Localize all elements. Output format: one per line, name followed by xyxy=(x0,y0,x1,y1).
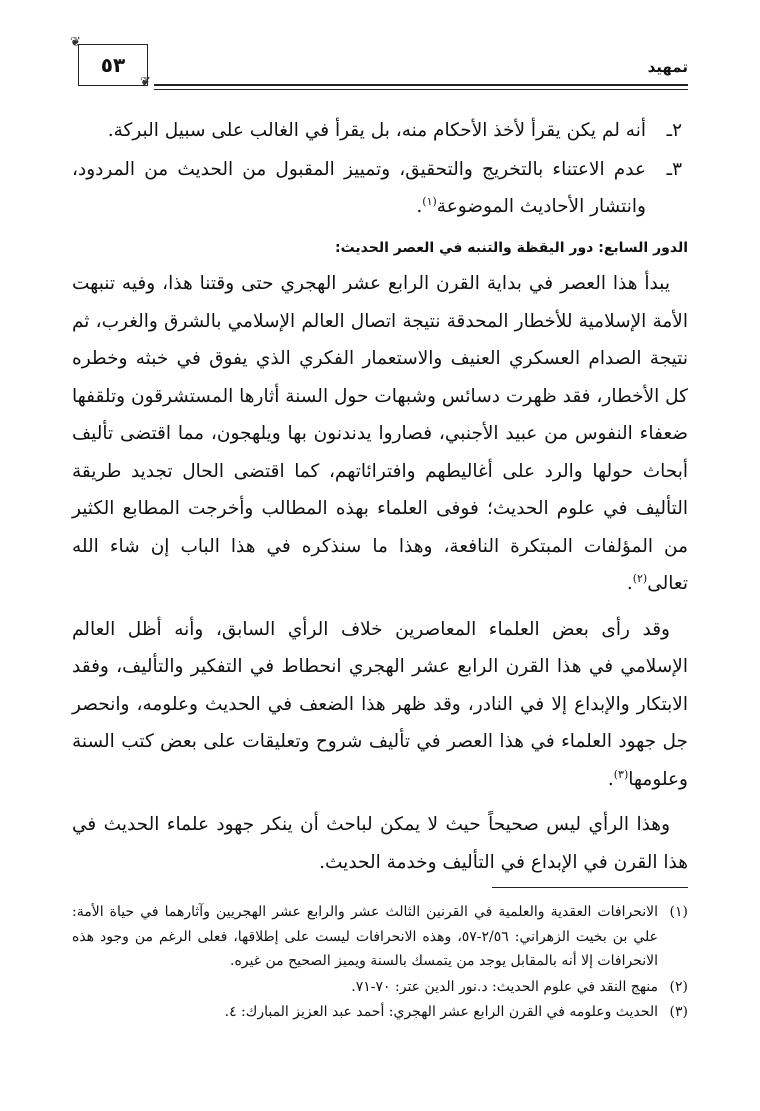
page-number xyxy=(78,44,148,86)
footnote-ref[interactable]: (٣) xyxy=(613,767,629,781)
footnote-number: (١) xyxy=(669,904,688,920)
paragraph xyxy=(72,611,688,799)
footnotes xyxy=(72,900,688,1026)
paragraph-body: يبدأ هذا العصر في بداية القرن الرابع عشر الهجري حتى وقتنا هذا، وفيه تنبهت الأمة الإسلامية للأخطار المحدقة نتيجة اتصال العالم الإسلامي بالشرق والغرب، ثم نتيجة الصدام العسكري العنيف والاستعمار الفكري الذي يفوق في خبثه وخطره كل الأخطار، فقد ظهرت دسائس وشبهات حول السنة أثارها المستشرقون وتلقفها ضعفاء النفوس من عبيد الأجنبي، فصاروا يدندنون بها ويلهجون، مما اقتضى تأليف أبحاث حولها والرد على أغاليطهم وافترائاتهم، كما اقتضى الحال تجديد طريقة التأليف في علوم الحديث؛ فوفى العلماء بهذه المطالب وأخرجت المطابع الكثير من المؤلفات المبتكرة النافعة، وهذا ما سنذكره في هذا الباب إن شاء الله تعالى xyxy=(72,273,688,594)
paragraph-tail: . xyxy=(607,768,614,790)
list-item-text xyxy=(72,151,646,225)
header-rule-thin xyxy=(154,89,688,90)
list-item xyxy=(72,112,688,149)
list-item-number: ٢ـ xyxy=(666,120,682,141)
footnote-number: (٣) xyxy=(669,1004,688,1020)
footnote-text: الحديث وعلومه في القرن الرابع عشر الهجري: أحمد عبد العزيز المبارك: ٤. xyxy=(224,1004,658,1020)
running-title: تمهيد xyxy=(647,58,688,76)
paragraph xyxy=(72,265,688,603)
footnote xyxy=(72,975,688,1000)
section-heading: الدور السابع: دور اليقظة والتنبه في العصر الحديث: xyxy=(334,240,688,256)
footnote-number: (٢) xyxy=(669,978,688,995)
paragraph-tail: . xyxy=(626,573,633,594)
main-content xyxy=(72,112,688,889)
footnote xyxy=(72,900,688,974)
list-item-body: أنه لم يكن يقرأ لأخذ الأحكام منه، بل يقرأ في الغالب على سبيل البركة. xyxy=(107,120,646,141)
footnote-ref[interactable]: (١) xyxy=(422,194,437,208)
list-item-body: عدم الاعتناء بالتخريج والتحقيق، وتمييز المقبول من الحديث من المردود، وانتشار الأحاديث الموضوعة xyxy=(72,159,646,217)
header-rule xyxy=(154,84,688,86)
footnote-separator xyxy=(492,887,688,888)
page-header xyxy=(70,34,688,96)
list-item-number: ٣ـ xyxy=(666,159,682,180)
ornament-icon: ❦ xyxy=(140,75,151,90)
footnote xyxy=(72,1000,688,1025)
list-item-tail: . xyxy=(416,196,423,217)
list-item xyxy=(72,151,688,225)
ornament-icon: ❦ xyxy=(70,35,81,50)
list-item-text xyxy=(72,112,646,149)
paragraph-body: وقد رأى بعض العلماء المعاصرين خلاف الرأي السابق، وأنه أظل العالم الإسلامي في هذا القرن الرابع عشر الهجري انحطاط في التفكير والتأليف، وفقد الابتكار والإبداع إلا في النادر، وقد ظهر هذا الضعف في الحديث وعلومه، وانحصر جل جهود العلماء في هذا العصر في تأليف شروح وتعليقات على بعض كتب السنة وعلومها xyxy=(72,618,688,790)
paragraph-body: وهذا الرأي ليس صحيحاً حيث لا يمكن لباحث أن ينكر جهود علماء الحديث في هذا القرن في الإبداع في التأليف وخدمة الحديث. xyxy=(72,814,688,873)
page-number-text: ٥٣ xyxy=(100,53,126,77)
footnote-ref[interactable]: (٢) xyxy=(632,571,648,585)
footnote-text: الانحرافات العقدية والعلمية في القرنين الثالث عشر والرابع عشر الهجريين وآثارهما في حياة الأمة: علي بن بخيت الزهراني: ٢/٥٦-٥٧، وهذه الانحرافات ليست على إطلاقها، فعلى الرغم من وجود هذه الانحرافات إلا أنه بالمقابل يوجد من يتمسك بالسنة ويميز الصحيح من غيره. xyxy=(72,904,658,969)
paragraph xyxy=(72,806,688,881)
footnote-text: منهج النقد في علوم الحديث: د.نور الدين عتر: ٧٠-٧١. xyxy=(351,978,658,995)
